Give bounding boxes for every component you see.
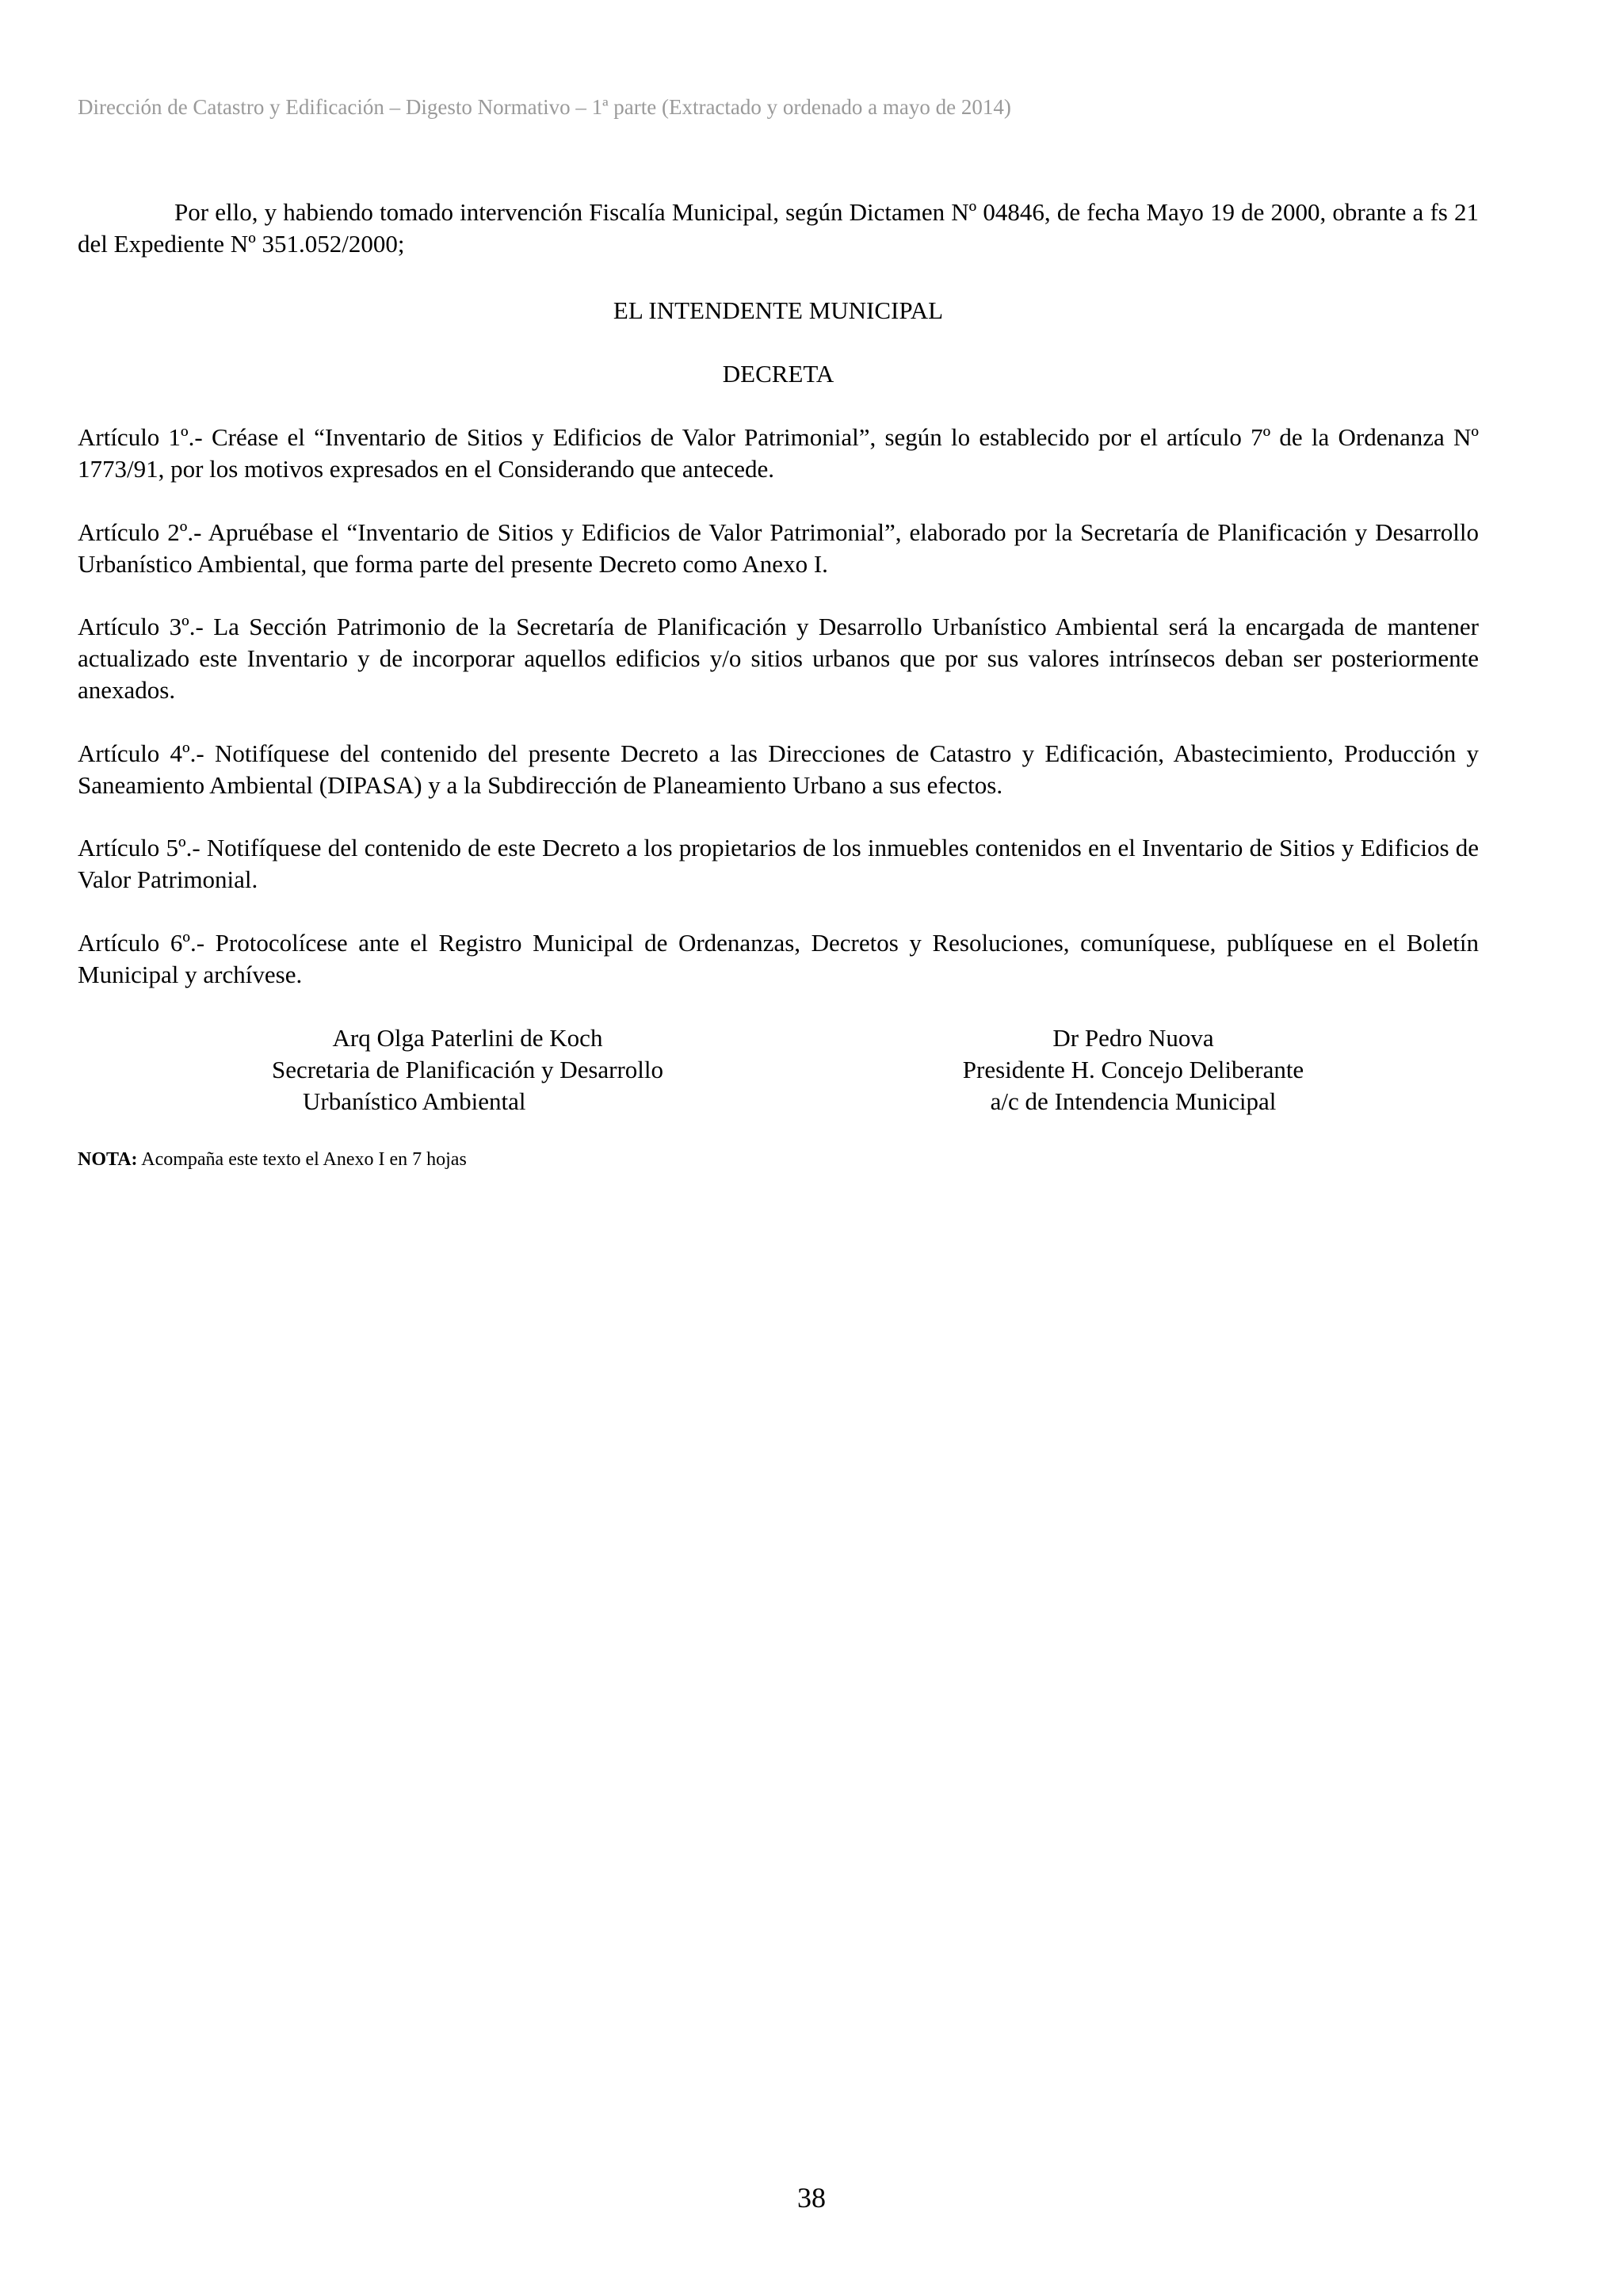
signatory-title: Presidente H. Concejo Deliberante: [962, 1056, 1304, 1083]
article-4: Artículo 4º.- Notifíquese del contenido del presente Decreto a las Direcciones de Catastro y Edificación, Abastecimiento, Producción y Saneamiento Ambiental (DIPASA) y a la Subdirección de Planeamiento Urbano a sus efectos.: [78, 739, 1479, 799]
article-1: Artículo 1º.- Créase el “Inventario de Sitios y Edificios de Valor Patrimonial”, según lo establecido por el artículo 7º de la Ordenanza Nº 1773/91, por los motivos expresados en el Considerando que antecede.: [78, 423, 1479, 483]
intro-paragraph: Por ello, y habiendo tomado intervención Fiscalía Municipal, según Dictamen Nº 04846, de fecha Mayo 19 de 2000, obrante a fs 21 del Expediente Nº 351.052/2000;: [78, 198, 1479, 258]
decree-heading: DECRETA: [722, 360, 834, 388]
article-6: Artículo 6º.- Protocolícese ante el Registro Municipal de Ordenanzas, Decretos y Resoluciones, comuníquese, publíquese en el Boletín Municipal y archívese.: [78, 929, 1479, 988]
signatory-title: a/c de Intendencia Municipal: [990, 1087, 1277, 1115]
signatory-name: Arq Olga Paterlini de Koch: [332, 1024, 603, 1052]
footnote-text: Acompaña este texto el Anexo I en 7 hojas: [137, 1149, 467, 1170]
signatory-name: Dr Pedro Nuova: [1052, 1024, 1214, 1052]
running-header: Dirección de Catastro y Edificación – Digesto Normativo – 1ª parte (Extractado y ordenado a mayo de 2014): [78, 95, 1011, 119]
article-3: Artículo 3º.- La Sección Patrimonio de la Secretaría de Planificación y Desarrollo Urbanístico Ambiental será la encargada de mantener actualizado este Inventario y de incorporar aquellos edificios y/o sitios urbanos que por sus valores intrínsecos deban ser posteriormente anexados.: [78, 613, 1479, 704]
signature-block-right: [903, 1022, 1363, 1117]
signatory-title: Urbanístico Ambiental: [303, 1087, 526, 1115]
article-2: Artículo 2º.- Apruébase el “Inventario de Sitios y Edificios de Valor Patrimonial”, elaborado por la Secretaría de Planificación y Desarrollo Urbanístico Ambiental, que forma parte del presente Decreto como Anexo I.: [78, 518, 1479, 578]
article-5: Artículo 5º.- Notifíquese del contenido de este Decreto a los propietarios de los inmuebles contenidos en el Inventario de Sitios y Edificios de Valor Patrimonial.: [78, 834, 1479, 893]
footnote: [78, 1148, 467, 1171]
signatory-title: Secretaria de Planificación y Desarrollo: [271, 1056, 664, 1083]
signature-block-left: [182, 1022, 753, 1117]
page-number: 38: [797, 2182, 826, 2214]
footnote-label: NOTA:: [78, 1149, 138, 1170]
authority-heading: EL INTENDENTE MUNICIPAL: [613, 296, 944, 324]
